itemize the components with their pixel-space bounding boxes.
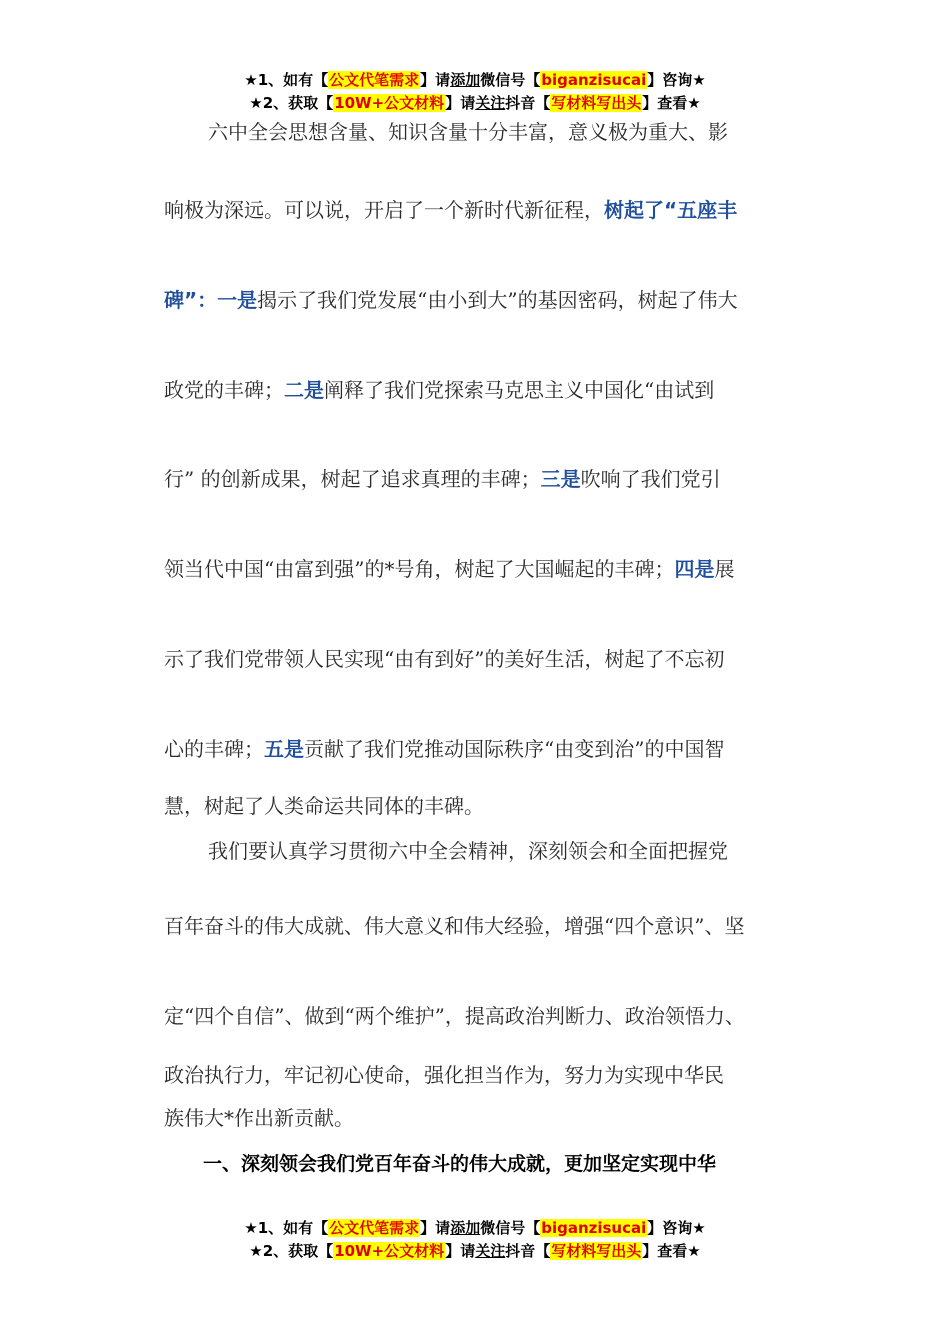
highlight-douyin-account: 写材料写出头 xyxy=(551,94,642,112)
highlight-douyin-account: 写材料写出头 xyxy=(551,1242,642,1260)
emphasis-one: 碑”：一是 xyxy=(164,288,258,312)
paragraph-2-line-5: 族伟大*作出新贡献。 xyxy=(164,1106,354,1130)
highlight-service: 公文代笔需求 xyxy=(329,1219,420,1237)
paragraph-1-line-8: 心的丰碑；五是贡献了我们党推动国际秩序“由变到治”的中国智 xyxy=(164,737,725,761)
section-heading-1: 一、深刻领会我们党百年奋斗的伟大成就，更加坚定实现中华 xyxy=(203,1153,717,1175)
top-banner xyxy=(0,69,950,115)
paragraph-1-line-1: 六中全会思想含量、知识含量十分丰富，意义极为重大、影 xyxy=(208,120,728,144)
banner-line-2: ★2、获取【10W+公文材料】请关注抖音【写材料写出头】查看★ xyxy=(249,1242,701,1260)
paragraph-1-line-4: 政党的丰碑；二是阐释了我们党探索马克思主义中国化“由试到 xyxy=(164,378,715,402)
paragraph-1-line-6: 领当代中国“由富到强”的*号角，树起了大国崛起的丰碑；四是展 xyxy=(164,557,735,581)
highlight-wechat-id: biganzisucai xyxy=(541,71,647,89)
paragraph-1-line-2: 响极为深远。可以说，开启了一个新时代新征程，树起了“五座丰 xyxy=(164,198,738,222)
banner-line-1: ★1、如有【公文代笔需求】请添加微信号【biganzisucai】咨询★ xyxy=(244,1219,706,1237)
highlight-materials: 10W+公文材料 xyxy=(334,94,445,112)
emphasis-four: 四是 xyxy=(674,557,715,581)
paragraph-1-line-7: 示了我们党带领人民实现“由有到好”的美好生活，树起了不忘初 xyxy=(164,647,725,671)
emphasis-three: 三是 xyxy=(540,467,581,491)
paragraph-1-line-3: 碑”：一是揭示了我们党发展“由小到大”的基因密码，树起了伟大 xyxy=(164,288,738,312)
paragraph-2-line-2: 百年奋斗的伟大成就、伟大意义和伟大经验，增强“四个意识”、坚 xyxy=(164,914,745,938)
emphasis-five: 五是 xyxy=(264,737,304,761)
paragraph-1-line-9: 慧，树起了人类命运共同体的丰碑。 xyxy=(164,794,484,818)
banner-line-1: ★1、如有【公文代笔需求】请添加微信号【biganzisucai】咨询★ xyxy=(244,71,706,89)
banner-line-2: ★2、获取【10W+公文材料】请关注抖音【写材料写出头】查看★ xyxy=(249,94,701,112)
highlight-materials: 10W+公文材料 xyxy=(334,1242,445,1260)
bottom-banner xyxy=(0,1217,950,1263)
highlight-wechat-id: biganzisucai xyxy=(541,1219,647,1237)
highlight-service: 公文代笔需求 xyxy=(329,71,420,89)
emphasis-two: 二是 xyxy=(284,378,324,402)
paragraph-2-line-4: 政治执行力，牢记初心使命，强化担当作为，努力为实现中华民 xyxy=(164,1063,724,1087)
paragraph-1-line-5: 行” 的创新成果，树起了追求真理的丰碑；三是吹响了我们党引 xyxy=(164,467,721,491)
paragraph-2-line-3: 定“四个自信”、做到“两个维护”，提高政治判断力、政治领悟力、 xyxy=(164,1004,745,1028)
paragraph-2-line-1: 我们要认真学习贯彻六中全会精神，深刻领会和全面把握党 xyxy=(208,839,728,863)
emphasis-five-monuments: 树起了“五座丰 xyxy=(604,198,738,222)
